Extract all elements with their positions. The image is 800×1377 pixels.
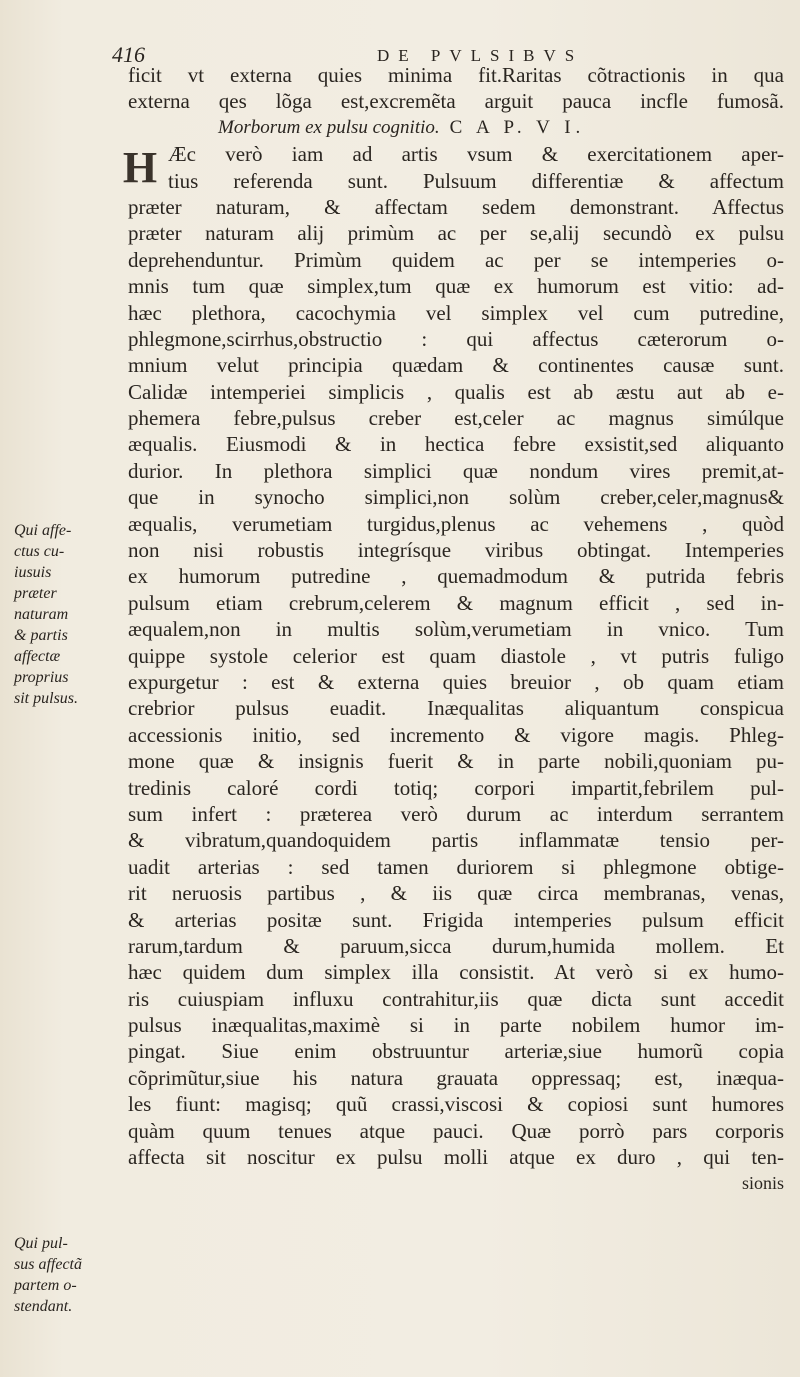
chapter-title: Morborum ex pulsu cognitio. — [218, 116, 440, 138]
text-line: mnis tum quæ simplex,tum quæ ex humorum est vitio: ad- — [128, 274, 784, 299]
text-line: pulsum etiam crebrum,celerem & magnum efficit , sed in- — [128, 590, 784, 615]
text-line: quàm quum tenues atque pauci. Quæ porrò pars corporis — [128, 1118, 784, 1143]
text-line: ris cuiuspiam influxu contrahitur,iis quæ dicta sunt accedit — [128, 986, 784, 1011]
text-line: præter naturam alij primùm ac per se,alij secundò ex pulsu — [128, 221, 784, 246]
text-line: les fiunt: magisq; quũ crassi,viscosi & copiosi sunt humores — [128, 1092, 784, 1117]
text-line: Calidæ intemperiei simplicis , qualis est ab æstu aut ab e- — [128, 379, 784, 404]
text-line: æqualem,non in multis solùm,verumetiam in vnico. Tum — [128, 617, 784, 642]
margin-note-line: Qui pul- — [14, 1235, 68, 1252]
catchword: sionis — [741, 1173, 784, 1194]
text-line: pingat. Siue enim obstruuntur arteriæ,siue humorũ copia — [128, 1039, 784, 1064]
margin-note-line: Qui affe- — [14, 522, 72, 539]
text-line: æqualis. Eiusmodi & in hectica febre exsistit,sed aliquanto — [128, 432, 784, 457]
text-line: ficit vt externa quies minima fit.Raritas cõtractionis in qua — [128, 63, 784, 87]
chapter-number: C A P. V I. — [449, 116, 586, 138]
margin-note-line: sus affectã — [14, 1256, 82, 1273]
text-line: hæc plethora, cacochymia vel simplex vel cum putredine, — [128, 300, 784, 325]
margin-note-line: iusuis — [14, 564, 52, 581]
text-line: crebrior pulsus euadit. Inæqualitas aliquantum conspicua — [128, 696, 784, 721]
text-line: accessionis initio, sed incremento & vigore magis. Phleg- — [128, 722, 784, 747]
margin-note-line: proprius — [14, 669, 69, 686]
text-line: Æc verò iam ad artis vsum & exercitationem aper- — [168, 142, 784, 167]
text-line: phlegmone,scirrhus,obstructio : qui affectus cæterorum o- — [128, 326, 784, 351]
text-line: uadit arterias : sed tamen duriorem si phlegmone obtige- — [128, 854, 784, 879]
margin-note-line: præter — [14, 585, 57, 602]
margin-note-line: affectæ — [14, 648, 61, 665]
text-line: affecta sit noscitur ex pulsu molli atque ex duro , qui ten- — [128, 1145, 784, 1170]
text-line: phemera febre,pulsus creber est,celer ac magnus simúlque — [128, 406, 784, 431]
text-line: non nisi robustis integrísque viribus obtingat. Intemperies — [128, 538, 784, 563]
margin-note-line: naturam — [14, 606, 69, 623]
text-line: externa qes lõga est,excremẽta arguit pauca incfle fumosã. — [128, 89, 784, 114]
text-line: durior. In plethora simplici quæ nondum vires premit,at- — [128, 458, 784, 483]
margin-note-line: stendant. — [14, 1298, 73, 1315]
text-line: & arterias positæ sunt. Frigida intemperies pulsum efficit — [128, 907, 784, 932]
text-line: rit neruosis partibus , & iis quæ circa membranas, venas, — [128, 881, 784, 906]
text-line: tredinis caloré cordi totiq; corpori impartit,febrilem pul- — [128, 775, 784, 800]
margin-note-line: ctus cu- — [14, 543, 65, 560]
text-line: quippe systole celerior est quam diastole , vt putris fuligo — [128, 643, 784, 668]
text-line: hæc quidem dum simplex illa consistit. At verò si ex humo- — [128, 960, 784, 985]
margin-note-affectus — [14, 520, 124, 709]
text-line: mone quæ & insignis fuerit & in parte nobili,quoniam pu- — [128, 749, 784, 774]
chapter-heading — [128, 115, 784, 141]
text-line: tius referenda sunt. Pulsuum differentiæ & affectum — [168, 168, 784, 193]
drop-capital: H — [122, 143, 158, 192]
text-line: pulsus inæqualitas,maximè si in parte nobilem humor im- — [128, 1013, 784, 1038]
text-line: ex humorum putredine , quemadmodum & putrida febris — [128, 564, 784, 589]
margin-note-line: sit pulsus. — [14, 690, 79, 707]
text-line: expurgetur : est & externa quies breuior , ob quam etiam — [128, 669, 784, 694]
body-text — [128, 62, 784, 1197]
text-line: rarum,tardum & paruum,sicca durum,humida mollem. Et — [128, 933, 784, 958]
text-line: cõprimũtur,siue his natura grauata oppressaq; est, inæqua- — [128, 1065, 784, 1090]
page-number: 416 — [112, 42, 145, 67]
running-head: DE PVLSIBVS — [377, 46, 584, 65]
text-line: deprehenduntur. Primùm quidem ac per se intemperies o- — [128, 247, 784, 272]
text-line: que in synocho simplici,non solùm creber,celer,magnus& — [128, 485, 784, 510]
margin-note-pulsus — [14, 1233, 124, 1317]
text-line: mnium velut principia quædam & continentes causæ sunt. — [128, 353, 784, 378]
text-line: præter naturam, & affectam sedem demonstrant. Affectus — [128, 194, 784, 219]
text-line: æqualis, verumetiam turgidus,plenus ac vehemens , quòd — [128, 511, 784, 536]
margin-note-line: & partis — [14, 627, 68, 644]
margin-note-line: partem o- — [14, 1277, 77, 1294]
text-line: & vibratum,quandoquidem partis inflammatæ tensio per- — [128, 828, 784, 853]
text-line: sum infert : præterea verò durum ac interdum serrantem — [128, 801, 784, 826]
